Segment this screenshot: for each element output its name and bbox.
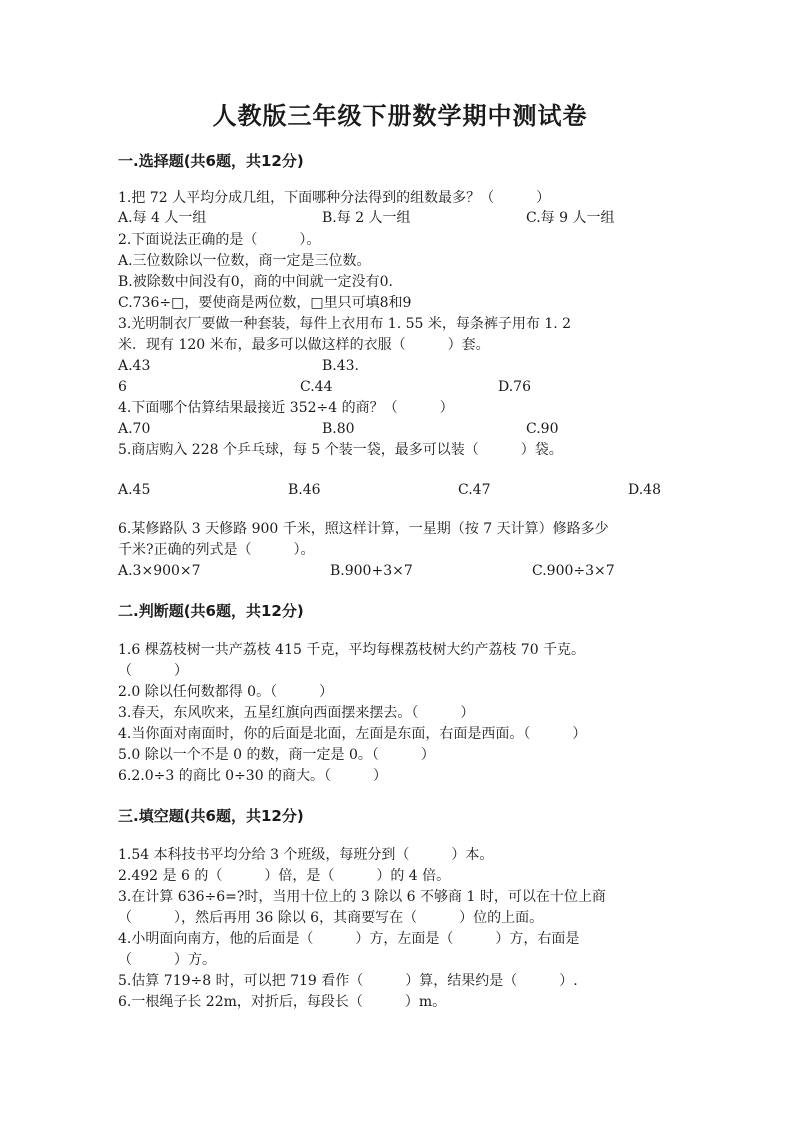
question-line: 6.一根绳子长 22m，对折后，每段长（ ）m。	[118, 994, 447, 1010]
option-item: C.900÷3×7	[532, 563, 615, 579]
question-line: 1.54 本科技书平均分给 3 个班级，每班分到（ ）本。	[118, 847, 494, 863]
question-line: 1.6 棵荔枝树一共产荔枝 415 千克，平均每棵荔枝树大约产荔枝 70 千克。	[118, 642, 586, 658]
question-line: 4.当你面对南面时，你的后面是北面，左面是东面，右面是西面。（ ）	[118, 726, 587, 742]
question-line: 5.0 除以一个不是 0 的数，商一定是 0。（ ）	[118, 747, 435, 763]
page-title: 人教版三年级下册数学期中测试卷	[212, 101, 588, 130]
question-line: 1.把 72 人平均分成几组，下面哪种分法得到的组数最多？（ ）	[118, 190, 551, 206]
option-item: A.45	[118, 482, 151, 498]
question-line: A.三位数除以一位数，商一定是三位数。	[118, 253, 371, 269]
section-heading-choice: 一.选择题(共6题，共12分)	[118, 152, 304, 170]
question-line: B.被除数中间没有0，商的中间就一定没有0.	[118, 274, 394, 290]
question-line: 2.492 是 6 的（ ）倍，是（ ）的 4 倍。	[118, 868, 451, 884]
option-item: B.46	[288, 482, 321, 498]
question-line: 米．现有 120 米布，最多可以做这样的衣服（ ）套。	[118, 337, 490, 353]
option-item: B.43.	[322, 358, 360, 374]
question-line: 3.在计算 636÷6=?时，当用十位上的 3 除以 6 不够商 1 时，可以在十位上商	[118, 889, 606, 905]
option-item: B.900+3×7	[330, 563, 413, 579]
option-item: D.76	[498, 379, 531, 395]
option-item: C.44	[300, 379, 333, 395]
option-item: A.43	[118, 358, 151, 374]
question-line: 2.0 除以任何数都得 0。（ ）	[118, 684, 334, 700]
question-line: 3.春天，东风吹来，五星红旗向西面摆来摆去。（ ）	[118, 705, 475, 721]
option-item: B.80	[322, 421, 355, 437]
question-line: 4.下面哪个估算结果最接近 352÷4 的商？（ ）	[118, 400, 454, 416]
option-item: A.3×900×7	[118, 563, 201, 579]
question-line: （ ），然后再用 36 除以 6，其商要写在（ ）位的上面。	[118, 910, 544, 926]
question-line: 2.下面说法正确的是（ ）。	[118, 232, 321, 248]
option-item: C.90	[526, 421, 559, 437]
option-item: C.47	[458, 482, 491, 498]
question-line: 5.商店购入 228 个乒乓球，每 5 个装一袋，最多可以装（ ）袋。	[118, 442, 563, 458]
question-line: 5.估算 719÷8 时，可以把 719 看作（ ）算，结果约是（ ）.	[118, 973, 578, 989]
option-item: C.每 9 人一组	[526, 210, 615, 226]
question-line: （ ）方。	[118, 952, 216, 968]
section-heading-fill: 三.填空题(共6题，共12分)	[118, 807, 304, 825]
question-line: 4.小明面向南方，他的后面是（ ）方，左面是（ ）方，右面是	[118, 931, 580, 947]
question-line: （ ）	[118, 663, 188, 679]
option-item: A.70	[118, 421, 151, 437]
question-line: 千米?正确的列式是（ ）。	[118, 542, 315, 558]
section-heading-judge: 二.判断题(共6题，共12分)	[118, 602, 304, 620]
option-item: D.48	[628, 482, 661, 498]
question-line: 6.某修路队 3 天修路 900 千米，照这样计算，一星期（按 7 天计算）修路多少	[118, 521, 609, 537]
option-item: A.每 4 人一组	[118, 210, 207, 226]
option-item: B.每 2 人一组	[322, 210, 411, 226]
question-line: 6.2.0÷3 的商比 0÷30 的商大。（ ）	[118, 768, 388, 784]
question-line: C.736÷□，要使商是两位数，□里只可填8和9	[118, 295, 412, 311]
question-line: 3.光明制衣厂要做一种套装，每件上衣用布 1. 55 米，每条裤子用布 1. 2	[118, 316, 572, 332]
option-item: 6	[118, 379, 127, 395]
